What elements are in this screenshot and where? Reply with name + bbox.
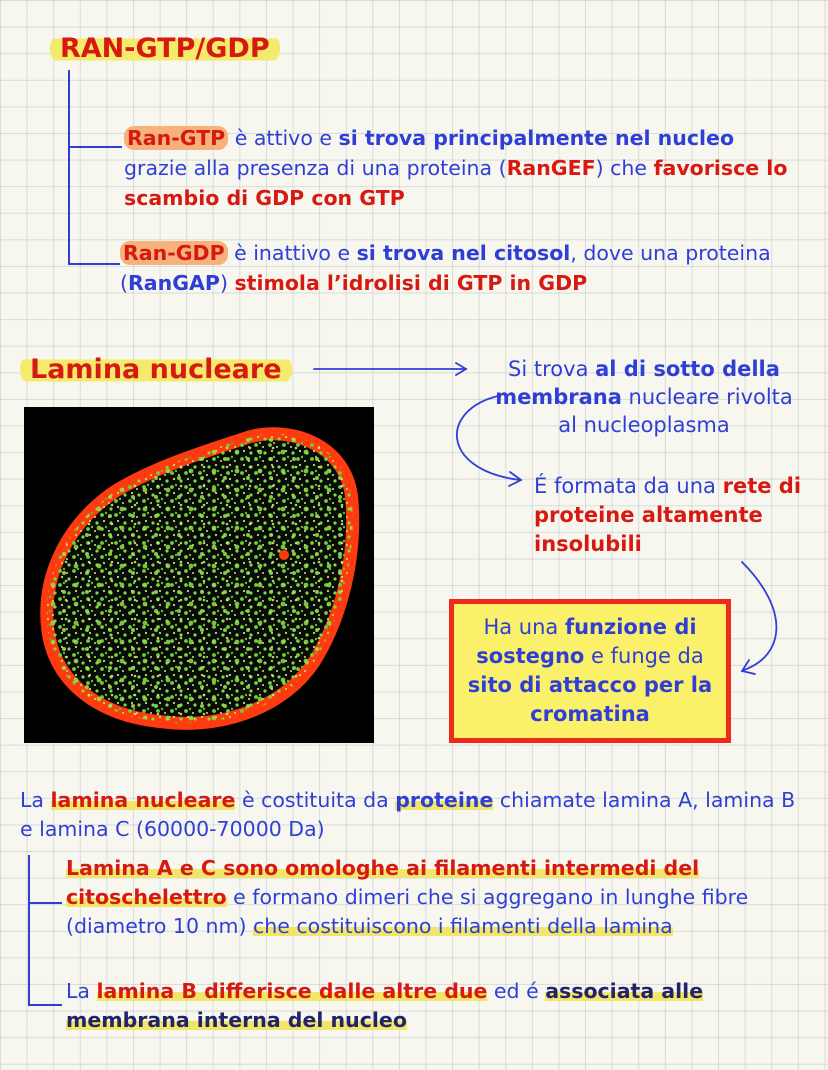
nucleus-micrograph	[24, 407, 374, 743]
function-callout-text: Ha una funzione di sostegno e funge da sito di attacco per la cromatina	[467, 615, 713, 726]
nucleus-micrograph-svg	[24, 407, 374, 743]
ran-title: RAN-GTP/GDP	[50, 33, 280, 64]
bracket-vertical-bottom	[28, 855, 30, 1005]
nucleolus-dot	[279, 550, 289, 560]
function-callout-box	[449, 599, 731, 743]
ran-gdp-paragraph: Ran-GDP è inattivo e si trova nel citosol, dove una proteina (RanGAP) stimola l’idrolisi di GTP in GDP	[120, 241, 771, 295]
curved-arrow-down-icon	[742, 562, 776, 670]
lamina-intro-paragraph: La lamina nucleare è costituita da proteine chiamate lamina A, lamina B e lamina C (60000-70000 Da)	[20, 788, 796, 841]
lamina-b-paragraph: La lamina B differisce dalle altre due ed é associata alle membrana interna del nucleo	[66, 979, 704, 1032]
ran-gdp-label: Ran-GDP	[120, 241, 228, 265]
lamina-note-position: Si trova al di sotto della membrana nucleare rivolta al nucleoplasma	[495, 357, 793, 437]
curved-arrow-down-head	[742, 660, 755, 674]
ran-gtp-label: Ran-GTP	[124, 126, 228, 150]
lamina-title: Lamina nucleare	[20, 354, 292, 385]
bracket-branch-bottom-2	[28, 1004, 62, 1006]
ran-gtp-paragraph: Ran-GTP è attivo e si trova principalmente nel nucleo grazie alla presenza di una proteina (RanGEF) che favorisce lo scambio di GDP con GTP	[124, 126, 788, 210]
lamina-note-composition: É formata da una rete di proteine altamente insolubili	[534, 474, 802, 556]
bracket-branch-bottom-1	[28, 902, 62, 904]
lamina-ac-paragraph: Lamina A e C sono omologhe ai filamenti intermedi del citoschelettro e formano dimeri che si aggregano in lunghe fibre (diametro 10 nm) che costituiscono i filamenti della lamina	[66, 856, 749, 938]
